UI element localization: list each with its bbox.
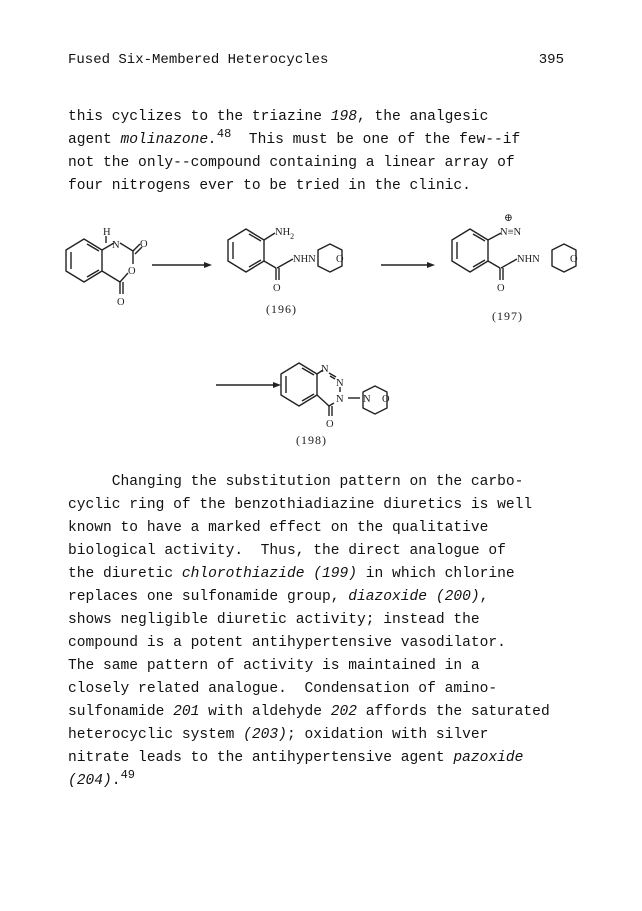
benzene-ring <box>281 363 317 406</box>
footnote-ref: 49 <box>120 768 135 782</box>
atom-label: O <box>570 254 578 265</box>
compound-ref: 198 <box>330 109 358 125</box>
atom-label: O <box>128 266 136 277</box>
atom-label: N <box>336 378 344 389</box>
text-line: not the only--compound containing a linear array of <box>68 155 515 171</box>
compound-197-structure <box>452 229 576 280</box>
atom-label: NHN <box>517 254 540 265</box>
text-line: closely related analogue. Condensation of amino- <box>68 681 498 697</box>
benzene-ring <box>228 229 264 272</box>
compound-ref: (203) <box>243 727 287 743</box>
atom-label: O <box>497 283 505 294</box>
atom-label: O <box>140 239 148 250</box>
atom-label: N <box>112 240 120 251</box>
running-header <box>68 52 564 72</box>
atom-label: N≡N <box>500 227 522 238</box>
text-line: nitrate leads to the antihypertensive agent pazoxide <box>68 750 524 766</box>
paragraph-molinazone <box>68 106 578 198</box>
atom-label: O <box>382 394 390 405</box>
compound-ref: 201 <box>173 704 200 720</box>
compound-label: (196) <box>266 302 297 316</box>
atom-label: H <box>103 227 111 238</box>
text-line: biological activity. Thus, the direct analogue of <box>68 543 506 559</box>
compound-ref: (199) <box>313 566 358 582</box>
page-number: 395 <box>538 52 564 68</box>
text-line: The same pattern of activity is maintained in a <box>68 658 480 674</box>
charge-symbol: ⊕ <box>504 213 513 224</box>
text-line: sulfonamide 201 with aldehyde 202 affords the saturated <box>68 704 550 720</box>
atom-label: N <box>336 394 344 405</box>
text-line: known to have a marked effect on the qualitative <box>68 520 489 536</box>
paragraph-pazoxide <box>68 471 578 793</box>
text-line: four nitrogens ever to be tried in the clinic. <box>68 178 471 194</box>
running-title: Fused Six-Membered Heterocycles <box>68 52 329 68</box>
atom-label: O <box>326 419 334 430</box>
atom-label: N <box>321 364 329 375</box>
text-line: compound is a potent antihypertensive vasodilator. <box>68 635 506 651</box>
compound-196-structure <box>228 229 342 280</box>
text-line: cyclic ring of the benzothiadiazine diuretics is well <box>68 497 533 513</box>
compound-ref: 202 <box>330 704 358 720</box>
drug-name: molinazone. <box>120 132 217 148</box>
starting-compound-structure <box>66 236 142 294</box>
drug-name: pazoxide <box>453 750 524 766</box>
text-line: heterocyclic system (203); oxidation with silver <box>68 727 489 743</box>
footnote-ref: 48 <box>216 127 232 141</box>
compound-label: (197) <box>492 309 523 323</box>
text-line: this cyclizes to the triazine 198, the analgesic <box>68 109 489 125</box>
reaction-arrowheads <box>204 262 435 388</box>
text-line: agent molinazone.$^{48}$ This must be one of the few--if <box>68 127 521 148</box>
benzene-ring <box>452 229 488 272</box>
compound-198-structure <box>281 363 387 416</box>
text-line: replaces one sulfonamide group, diazoxide (200), <box>68 589 489 605</box>
atom-label: O <box>117 297 125 308</box>
atom-label: $NH_2$ <box>275 227 295 241</box>
atom-label: N <box>363 394 371 405</box>
morpholine-ring <box>363 386 387 414</box>
text-line: (204).$^{49}$ <box>68 768 135 789</box>
text-line: the diuretic chlorothiazide (199) in which chlorine <box>68 566 515 582</box>
drug-name: chlorothiazide <box>181 566 305 582</box>
compound-label: (198) <box>296 433 327 447</box>
drug-name: diazoxide <box>348 589 428 605</box>
benzene-ring <box>66 239 102 282</box>
compound-ref: (200) <box>435 589 480 605</box>
atom-label: O <box>336 254 344 265</box>
text-line: Changing the substitution pattern on the carbo- <box>68 474 524 490</box>
atom-label: NHN <box>293 254 316 265</box>
text-line: shows negligible diuretic activity; instead the <box>68 612 480 628</box>
atom-label: O <box>273 283 281 294</box>
morpholine-ring <box>318 244 342 272</box>
morpholine-ring <box>552 244 576 272</box>
compound-ref: (204) <box>68 773 112 789</box>
